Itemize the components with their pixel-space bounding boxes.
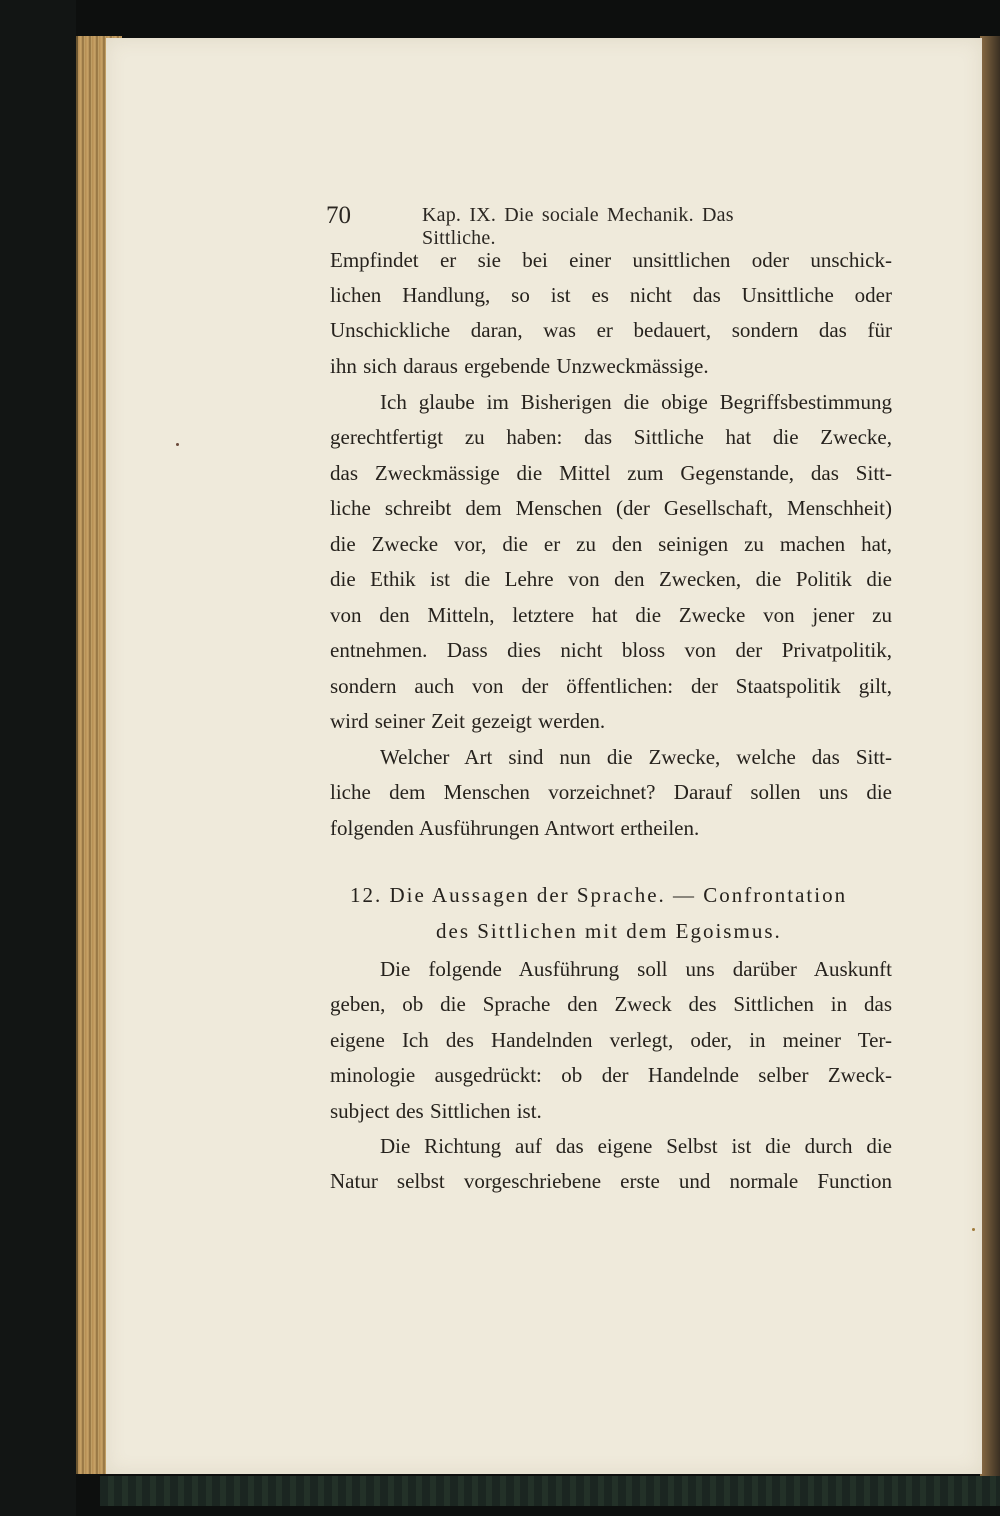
text-line: von den Mitteln, letztere hat die Zwecke von jener zu [330,603,892,627]
text-line: wird seiner Zeit gezeigt werden. [330,709,606,733]
stray-mark [972,1228,975,1231]
text-line: die Ethik ist die Lehre von den Zwecken, die Politik die [330,567,892,591]
running-head: Kap. IX. Die sociale Mechanik. Das Sittliche. [422,204,734,249]
section-heading-line-2: des Sittlichen mit dem Egoismus. [436,919,782,943]
text-line: gerechtfertigt zu haben: das Sittliche hat die Zwecke, [330,425,892,449]
text-line: subject des Sittlichen ist. [330,1099,542,1123]
text-line: folgenden Ausführungen Antwort ertheilen. [330,816,700,840]
text-line: ihn sich daraus ergebende Unzweckmässige. [330,354,709,378]
text-line: Die folgende Ausführung soll uns darüber Auskunft [380,957,892,981]
text-line: Welcher Art sind nun die Zwecke, welche das Sitt- [380,745,892,769]
text-line: eigene Ich des Handelnden verlegt, oder, in meiner Ter- [330,1028,892,1052]
text-line: lichen Handlung, so ist es nicht das Unsittliche oder [330,283,892,307]
text-line: Empfindet er sie bei einer unsittlichen oder unschick- [330,248,892,272]
book-right-edge [980,36,1000,1476]
text-line: liche schreibt dem Menschen (der Gesellschaft, Menschheit) [330,496,892,520]
text-line: Natur selbst vorgeschriebene erste und normale Function [330,1169,892,1193]
text-line: geben, ob die Sprache den Zweck des Sittlichen in das [330,992,892,1016]
text-line: das Zweckmässige die Mittel zum Gegenstande, das Sitt- [330,461,892,485]
scan-bottom-strip [100,1476,1000,1506]
scan-background [0,0,76,1516]
section-heading-line-1: 12. Die Aussagen der Sprache. — Confrontation [350,883,848,907]
text-line: minologie ausgedrückt: ob der Handelnde selber Zweck- [330,1063,892,1087]
page-header [326,202,806,249]
text-line: die Zwecke vor, die er zu den seinigen zu machen hat, [330,532,892,556]
page-number: 70 [326,202,351,229]
text-line: entnehmen. Dass dies nicht bloss von der Privatpolitik, [330,638,892,662]
text-line: Ich glaube im Bisherigen die obige Begriffsbestimmung [380,390,892,414]
text-line: Unschickliche daran, was er bedauert, sondern das für [330,318,892,342]
text-line: Die Richtung auf das eigene Selbst ist die durch die [380,1134,892,1158]
stray-mark [176,443,179,446]
text-line: sondern auch von der öffentlichen: der Staatspolitik gilt, [330,674,892,698]
text-line: liche dem Menschen vorzeichnet? Darauf sollen uns die [330,780,892,804]
